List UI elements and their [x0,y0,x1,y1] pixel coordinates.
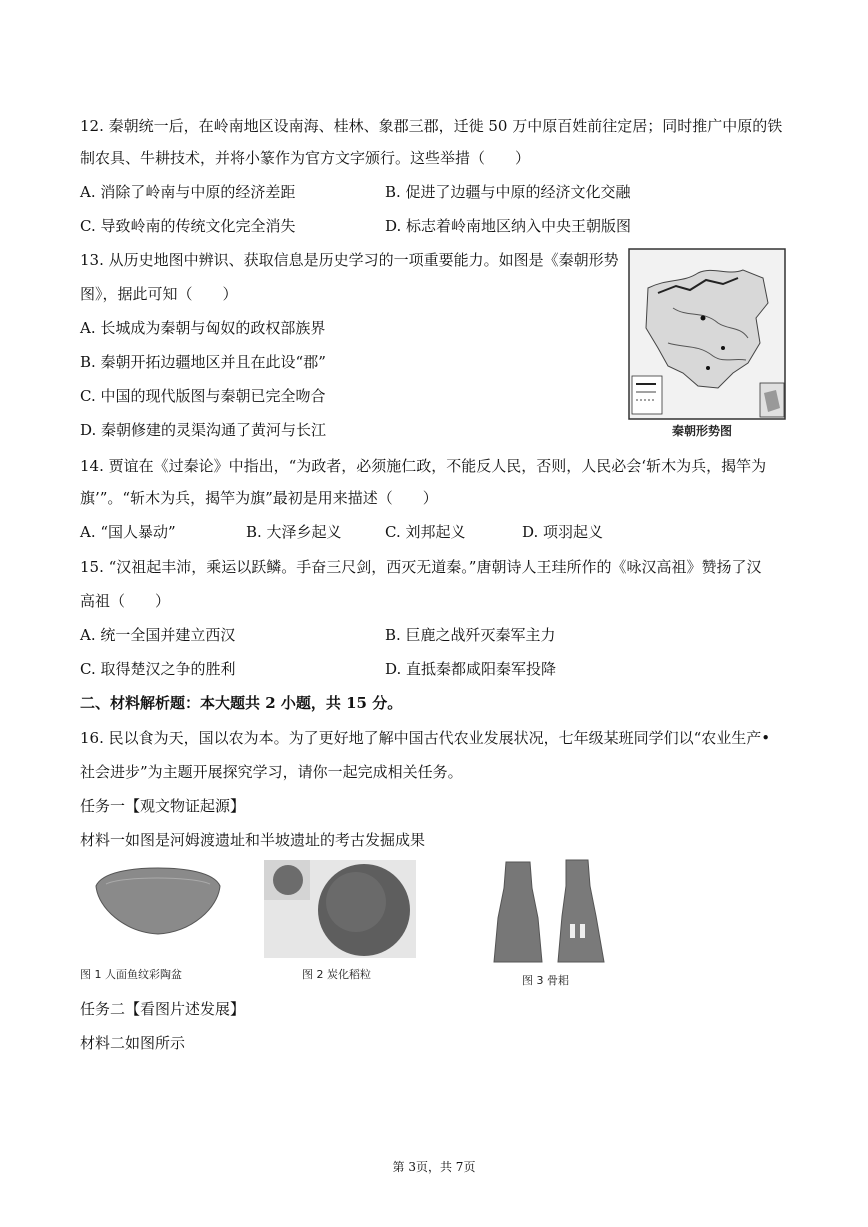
q16-material2: 材料二如图所示 [80,1034,186,1052]
qin-map-image [628,248,786,420]
q16-task2: 任务二【看图片述发展】 [80,1000,246,1018]
q12-option-a: A. 消除了岭南与中原的经济差距 [80,183,296,201]
q12-option-c: C. 导致岭南的传统文化完全消失 [80,217,296,235]
q15-option-d: D. 直抵秦都咸阳秦军投降 [385,660,557,678]
q14-stem-line2: 旗’”。“斩木为兵，揭竿为旗”最初是用来描述（ ） [80,489,438,507]
q13-option-c: C. 中国的现代版图与秦朝已完全吻合 [80,387,326,405]
fig2-carbonized-rice-image [264,860,416,958]
q14-stem-line1: 14. 贾谊在《过秦论》中指出，“为政者，必须施仁政，不能反人民，否则，人民必会‘斩木为兵，揭竿为 [80,457,767,475]
q15-option-a: A. 统一全国并建立西汉 [80,626,236,644]
q13-option-d: D. 秦朝修建的灵渠沟通了黄河与长江 [80,421,327,439]
q14-option-c: C. 刘邦起义 [385,523,466,541]
q15-stem-line2: 高祖（ ） [80,592,171,610]
q13-option-a: A. 长城成为秦朝与匈奴的政权部族界 [80,319,326,337]
q16-material1: 材料一如图是河姆渡遗址和半坡遗址的考古发掘成果 [80,831,426,849]
q12-option-d: D. 标志着岭南地区纳入中央王朝版图 [385,217,632,235]
q16-stem-line1: 16. 民以食为天，国以农为本。为了更好地了解中国古代农业发展状况，七年级某班同学们以“农业生产• [80,729,771,747]
section-2-heading: 二、材料解析题：本大题共 2 小题，共 15 分。 [80,694,403,712]
q12-stem-line2: 制农具、牛耕技术，并将小篆作为官方文字颁行。这些举措（ ） [80,149,531,167]
q12-stem-line1: 12. 秦朝统一后，在岭南地区设南海、桂林、象郡三郡，迁徙 50 万中原百姓前往定居；同时推广中原的铁 [80,117,783,135]
q15-stem-line1: 15. “汉祖起丰沛，乘运以跃鳞。手奋三尺剑，西灭无道秦。”唐朝诗人王珪所作的《咏汉高祖》赞扬了汉 [80,558,762,576]
fig3-caption: 图 3 骨耜 [522,974,569,987]
q16-stem-line2: 社会进步”为主题开展探究学习，请你一起完成相关任务。 [80,763,463,781]
q12-option-b: B. 促进了边疆与中原的经济文化交融 [385,183,631,201]
qin-map-caption: 秦朝形势图 [672,424,733,438]
fig1-caption: 图 1 人面鱼纹彩陶盆 [80,968,182,981]
q14-option-d: D. 项羽起义 [522,523,604,541]
fig1-pottery-basin-image [92,866,224,936]
fig3-bone-spade-image [486,858,612,970]
q15-option-b: B. 巨鹿之战歼灭秦军主力 [385,626,556,644]
q13-stem-line2: 图》，据此可知（ ） [80,285,238,303]
page-number-footer: 第 3页，共 7页 [392,1160,476,1174]
q13-option-b: B. 秦朝开拓边疆地区并且在此设“郡” [80,353,326,371]
q15-option-c: C. 取得楚汉之争的胜利 [80,660,236,678]
fig2-caption: 图 2 炭化稻粒 [302,968,371,981]
q16-task1: 任务一【观文物证起源】 [80,797,246,815]
q14-option-a: A. “国人暴动” [80,523,176,541]
q14-option-b: B. 大泽乡起义 [246,523,342,541]
q13-stem-line1: 13. 从历史地图中辨识、获取信息是历史学习的一项重要能力。如图是《秦朝形势 [80,251,619,269]
